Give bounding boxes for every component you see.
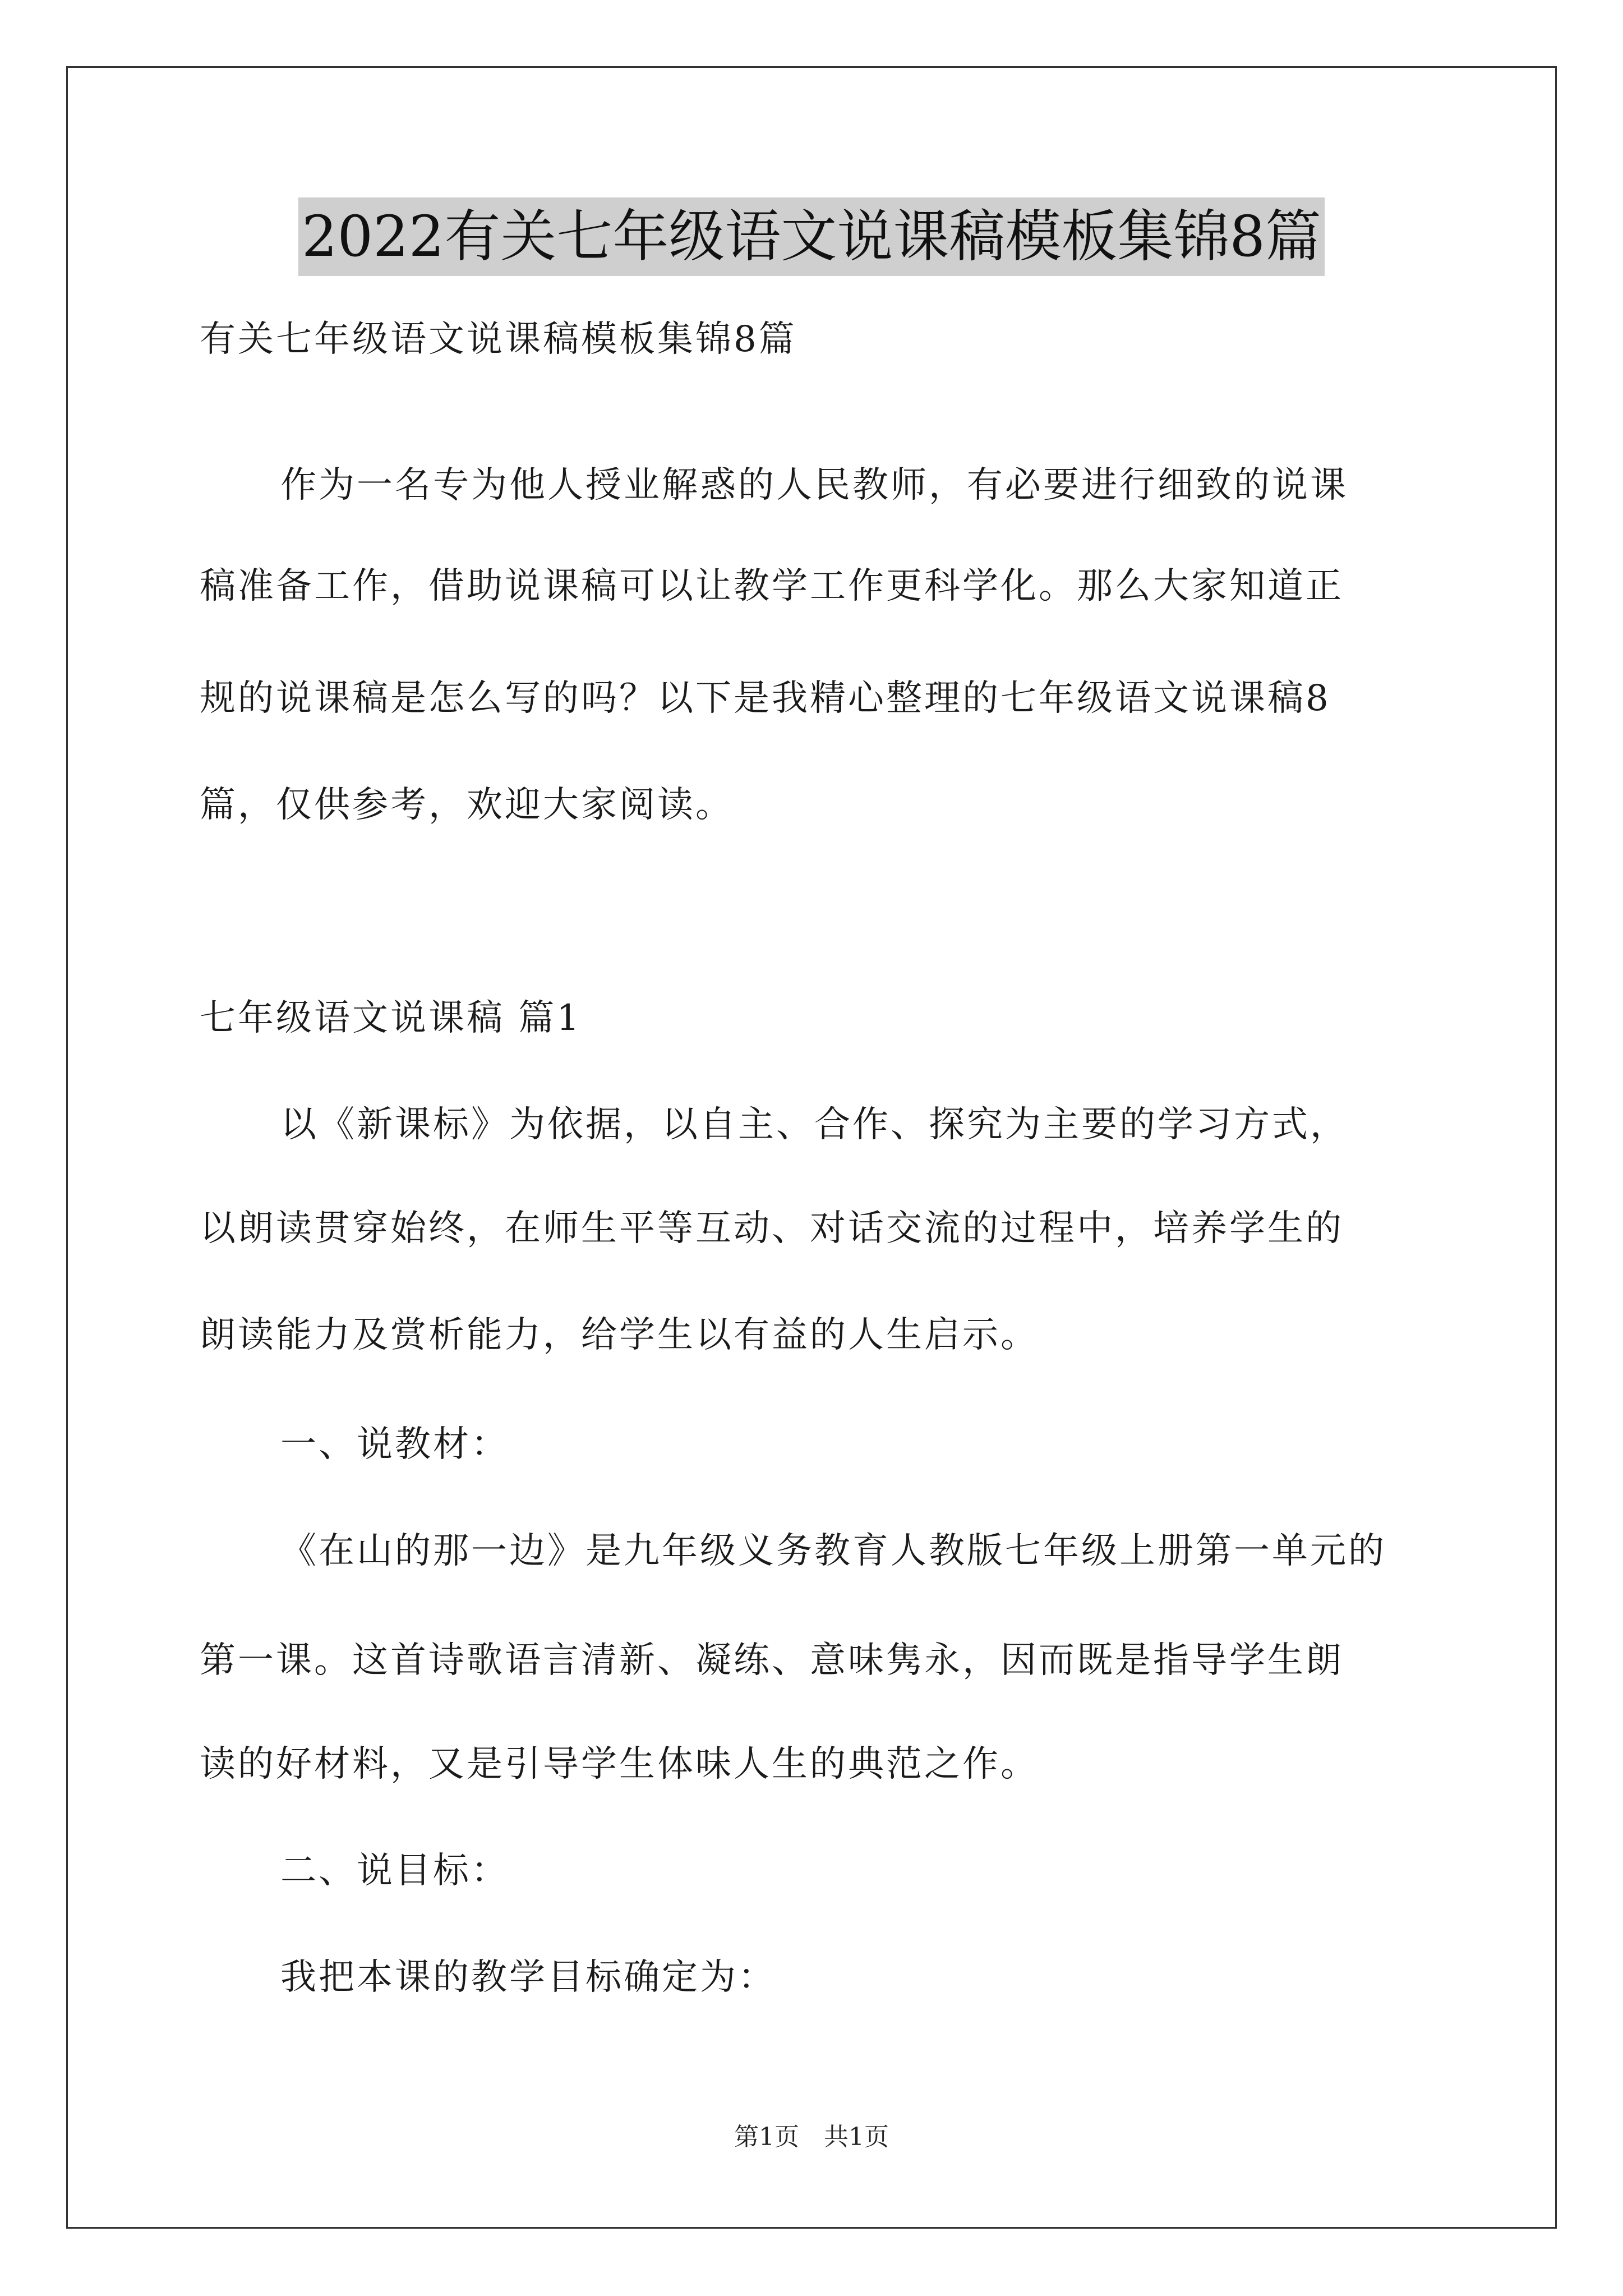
section-para-line-2: 以朗读贯穿始终，在师生平等互动、对话交流的过程中，培养学生的 [200,1208,1344,1249]
textbook-line-1: 《在山的那一边》是九年级义务教育人教版七年级上册第一单元的 [280,1530,1386,1572]
section-para-line-1: 以《新课标》为依据，以自主、合作、探究为主要的学习方式， [280,1104,1348,1145]
textbook-line-3: 读的好材料，又是引导学生体味人生的典范之作。 [200,1743,1039,1785]
page-footer: 第1页 共1页 [734,2123,889,2151]
document-title: 2022有关七年级语文说课稿模板集锦8篇 [298,197,1325,276]
document-subtitle: 有关七年级语文说课稿模板集锦8篇 [200,319,797,360]
section-para-line-3: 朗读能力及赏析能力，给学生以有益的人生启示。 [200,1314,1039,1356]
section-heading: 七年级语文说课稿 篇1 [200,997,582,1039]
intro-line-3: 规的说课稿是怎么写的吗？以下是我精心整理的七年级语文说课稿8 [200,678,1331,719]
heading-goals: 二、说目标： [280,1850,509,1892]
intro-line-4: 篇，仅供参考，欢迎大家阅读。 [200,784,734,826]
intro-line-1: 作为一名专为他人授业解惑的人民教师，有必要进行细致的说课 [280,464,1348,506]
title-wrap [0,197,1623,276]
intro-line-2: 稿准备工作，借助说课稿可以让教学工作更科学化。那么大家知道正 [200,565,1344,607]
textbook-line-2: 第一课。这首诗歌语言清新、凝练、意味隽永，因而既是指导学生朗 [200,1640,1344,1681]
heading-textbook: 一、说教材： [280,1424,509,1465]
goals-intro: 我把本课的教学目标确定为： [280,1957,776,1998]
